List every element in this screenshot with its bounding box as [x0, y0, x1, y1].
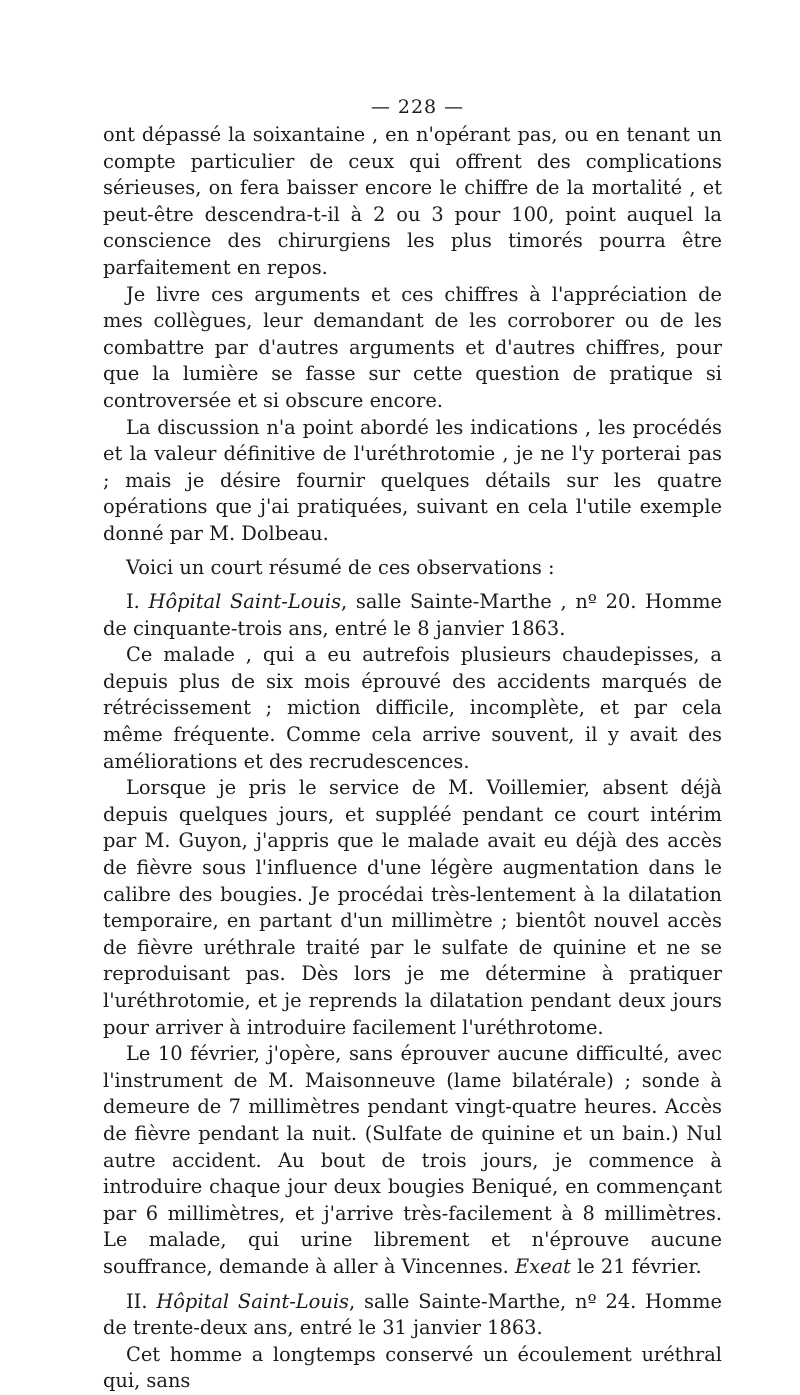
- body-text: [103, 122, 722, 1395]
- case-2-details: , salle Sainte-Marthe, nº 24. Homme de trente-deux ans, entré le 31 janvier 1863.: [103, 1289, 722, 1340]
- paragraph-2: Je livre ces arguments et ces chiffres à l'appréciation de mes collègues, leur demandant de les corroborer ou de les combattre par d'autres arguments et d'autres chiffres, pour que la lumière se fasse sur cette question de pratique si controversée et si obscure encore.: [103, 282, 722, 412]
- case-2-hospital: Hôpital Saint-Louis: [156, 1289, 349, 1313]
- case-1-heading: [103, 589, 722, 642]
- exeat-word: Exeat: [515, 1254, 571, 1278]
- case-1-hospital: Hôpital Saint-Louis: [148, 590, 342, 614]
- paragraph-6: Ce malade , qui a eu autrefois plusieurs chaudepisses, a depuis plus de six mois éprouvé des accidents marqués de rétrécissement ; miction difficile, incomplète, et par cela même fréquente. Comme cela arrive souvent, il y avait des améliorations et des recrudescences.: [103, 643, 722, 773]
- paragraph-4: Voici un court résumé de ces observations :: [126, 555, 555, 579]
- paragraph-8-text: Le 10 février, j'opère, sans éprouver aucune difficulté, avec l'instrument de M. Maisonneuve (lame bilatérale) ; sonde à demeure de 7 millimètres pendant vingt-quatre heures. Accès de fièvre pendant la nuit. (Sulfate de quinine et un bain.) Nul autre accident. Au bout de trois jours, je commence à introduire chaque jour deux bougies Beniqué, en commençant par 6 millimètres, et j'arrive très-facilement à 8 millimètres. Le malade, qui urine librement et n'éprouve aucune souffrance, demande à aller à Vincennes.: [103, 1042, 722, 1278]
- paragraph-10: Cet homme a longtemps conservé un écoulement uréthral qui, sans: [103, 1342, 722, 1393]
- case-1-number: I.: [126, 590, 140, 614]
- paragraph-3: La discussion n'a point abordé les indications , les procédés et la valeur définitive de l'uréthrotomie , je ne l'y porterai pas ; mais je désire fournir quelques détails sur les quatre opérations que j'ai pratiquées, suivant en cela l'utile exemple donné par M. Dolbeau.: [103, 415, 722, 545]
- case-2-number: II.: [126, 1289, 148, 1313]
- paragraph-8-end: le 21 février.: [577, 1254, 702, 1278]
- case-2-heading: [103, 1289, 722, 1342]
- case-1-details: , salle Sainte-Marthe , nº 20. Homme de cinquante-trois ans, entré le 8 janvier 1863.: [103, 590, 722, 640]
- paragraph-1: ont dépassé la soixantaine , en n'opérant pas, ou en tenant un compte particulier de ceux qui offrent des complications sérieuses, on fera baisser encore le chiffre de la mortalité , et peut-être descendra-t-il à 2 ou 3 pour 100, point auquel la conscience des chirurgiens les plus timorés pourra être parfaitement en repos.: [103, 123, 722, 279]
- page-number: — 228 —: [370, 96, 465, 118]
- paragraph-7: Lorsque je pris le service de M. Voillemier, absent déjà depuis quelques jours, et suppléé pendant ce court intérim par M. Guyon, j'appris que le malade avait eu déjà des accès de fièvre sous l'influence d'une légère augmentation dans le calibre des bougies. Je procédai très-lentement à la dilatation temporaire, en partant d'un millimètre ; bientôt nouvel accès de fièvre uréthrale traité par le sulfate de quinine et ne se reproduisant pas. Dès lors je me détermine à pratiquer l'uréthrotomie, et je reprends la dilatation pendant deux jours pour arriver à introduire facilement l'uréthrotome.: [103, 776, 722, 1039]
- paragraph-8: [103, 1041, 722, 1280]
